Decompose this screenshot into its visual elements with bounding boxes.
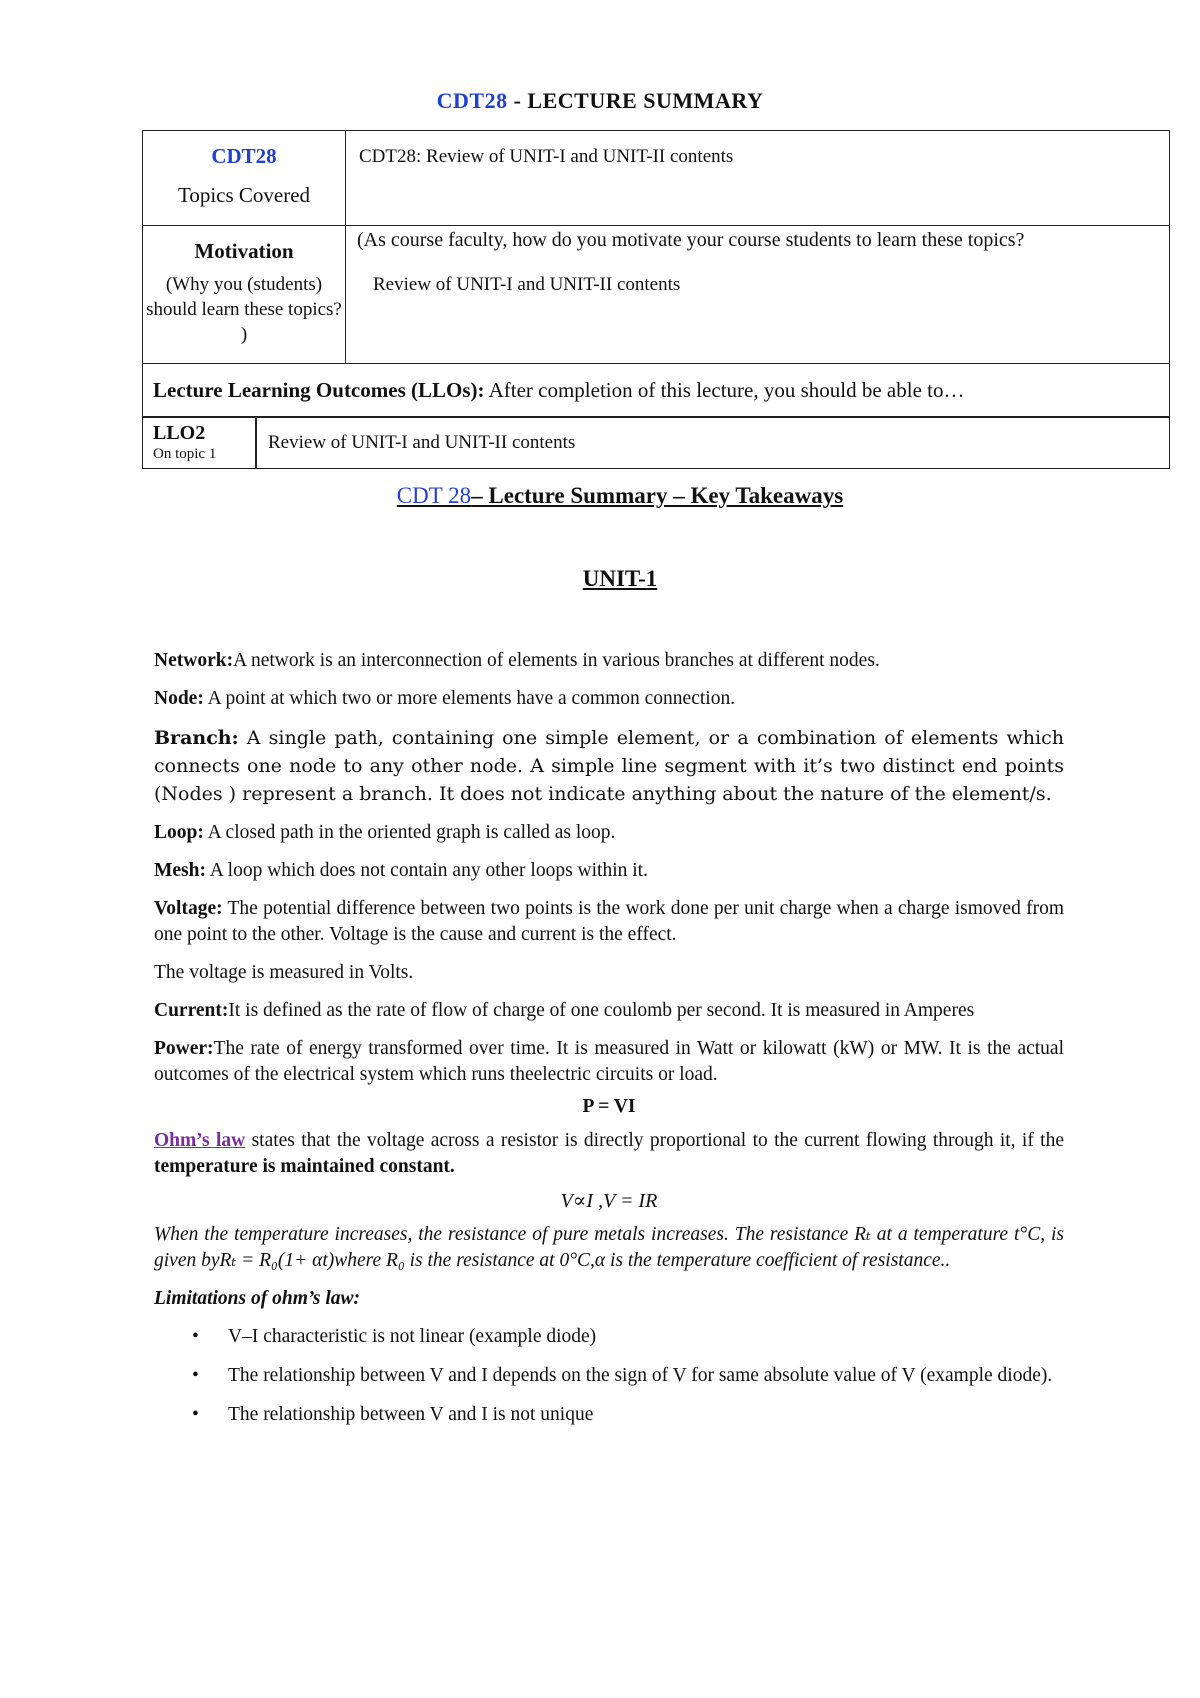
voltage-text: The potential difference between two points is the work done per unit charge when a charge ismoved from one point to the other. Voltage is the cause and current is the effect. [154,898,1064,945]
key-takeaways-heading [0,483,1200,509]
power-term: Power: [154,1038,214,1059]
mesh-text: A loop which does not contain any other loops within it. [206,860,648,881]
ohms-law-condition: temperature is maintained constant. [154,1156,455,1177]
limitations-list [154,1324,1064,1428]
summary-table [142,130,1170,364]
llo-text: Review of UNIT-I and UNIT-II contents [268,432,576,453]
topics-value-cell [346,131,1170,226]
current-term: Current: [154,1000,229,1021]
ohms-law-text: states that the voltage across a resistor is directly proportional to the current flowing through it, if the [245,1130,1064,1151]
bullet-icon: • [192,1365,199,1386]
current-text: It is defined as the rate of flow of charge of one coulomb per second. It is measured in Amperes [228,1000,975,1021]
llo-divider [255,418,257,468]
bullet-icon: • [192,1404,199,1425]
motivation-sub: (Why you (students) should learn these topics? ) [146,274,342,345]
power-formula [154,1094,1064,1120]
llo-header-row [142,364,1170,417]
motivation-answer: Review of UNIT-I and UNIT-II contents [373,274,681,295]
ohms-law-link[interactable]: Ohm’s law [154,1130,246,1151]
course-code: CDT28 [211,144,277,168]
limitation-text: The relationship between V and I is not unique [228,1404,594,1425]
limitation-text: V–I characteristic is not linear (example diode) [228,1326,597,1347]
network-definition [154,648,1064,674]
motivation-cell [143,226,346,364]
llo-row [142,417,1170,469]
limitations-heading: Limitations of ohm’s law: [154,1288,361,1309]
power-text: The rate of energy transformed over time. It is measured in Watt or kilowatt (kW) or MW. It is the actual outcomes of the electrical system which runs theelectric circuits or load. [154,1038,1064,1085]
title-course-code: CDT28 [436,88,508,113]
llo-code: LLO2 [153,422,206,444]
topics-cell [143,131,346,226]
unit-heading: UNIT-1 [582,566,658,591]
power-formula-text: P = VI [582,1096,636,1117]
topics-label: Topics Covered [177,183,311,207]
loop-term: Loop: [154,822,204,843]
llo-bar-label: Lecture Learning Outcomes (LLOs): [153,378,485,402]
topics-value: CDT28: Review of UNIT-I and UNIT-II contents [359,146,734,167]
mesh-term: Mesh: [154,860,206,881]
content-body [154,648,1064,1441]
list-item [154,1324,1064,1350]
key-takeaways-link[interactable]: CDT 28 [396,483,472,508]
motivation-value-cell [346,226,1170,364]
branch-definition [154,724,1064,808]
key-takeaways-text: – Lecture Summary – Key Takeaways [471,483,844,508]
voltage-definition [154,896,1064,948]
list-item [154,1402,1064,1428]
branch-term: Branch: [154,727,239,749]
network-text: A network is an interconnection of elements in various branches at different nodes. [233,650,880,671]
node-term: Node: [154,688,204,709]
motivation-question: (As course faculty, how do you motivate your course students to learn these topics? [357,229,1025,251]
power-definition [154,1036,1064,1088]
ohms-law-formula: V∝I ,V = IR [560,1190,658,1212]
node-text: A point at which two or more elements have a common connection. [203,688,736,709]
node-definition [154,686,1064,712]
branch-text: A single path, containing one simple element, or a combination of elements which connects one node to any other node. A simple line segment with it’s two distinct end points (Nodes ) represent a branch. It does not indicate anything about the nature of the element/s. [154,727,1064,805]
loop-definition [154,820,1064,846]
page-title [0,88,1200,114]
voltage-unit: The voltage is measured in Volts. [154,962,414,983]
limitation-text: The relationship between V and I depends on the sign of V for same absolute value of V (example diode). [228,1365,1053,1386]
voltage-term: Voltage: [154,898,223,919]
motivation-label: Motivation [194,239,294,263]
list-item [154,1363,1064,1389]
loop-text: A closed path in the oriented graph is called as loop. [203,822,616,843]
llo-topic: On topic 1 [153,446,217,462]
title-text: - LECTURE SUMMARY [507,88,764,113]
ohms-law-statement [154,1128,1064,1180]
temperature-note: When the temperature increases, the resistance of pure metals increases. The resistance Rₜ at a temperature t°C, is given byRₜ = R₀(1+ αt)where R₀ is the resistance at 0°C,α is the temperature coefficient of resistance.. [154,1224,1064,1271]
network-term: Network: [154,650,234,671]
mesh-definition [154,858,1064,884]
bullet-icon: • [192,1326,199,1347]
llo-bar-text: After completion of this lecture, you should be able to… [484,378,965,402]
current-definition [154,998,1064,1024]
